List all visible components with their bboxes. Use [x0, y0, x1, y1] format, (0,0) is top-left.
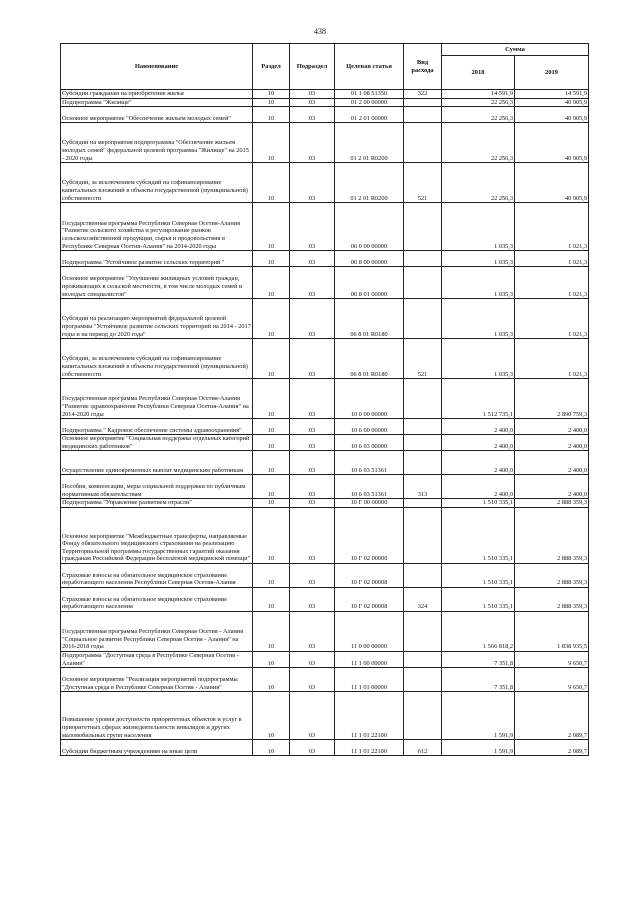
header-subsection: Подраздел: [290, 44, 335, 90]
table-row: [61, 668, 589, 692]
row-subsection: 03: [290, 499, 335, 508]
row-name: Подпрограмма "Жилище": [61, 98, 253, 107]
row-target-article: 06 8 00 00000: [335, 251, 404, 267]
row-target-article: 06 0 00 00000: [335, 203, 404, 251]
row-sum-2019: 9 650,7: [515, 668, 589, 692]
row-subsection: 03: [290, 740, 335, 756]
row-subsection: 03: [290, 507, 335, 563]
row-expense-type: 612: [404, 740, 442, 756]
row-target-article: 11 1 01 22100: [335, 740, 404, 756]
row-expense-type: [404, 107, 442, 123]
row-section: 10: [253, 379, 290, 419]
row-target-article: 10 0 00 00000: [335, 379, 404, 419]
row-sum-2019: 40 905,9: [515, 98, 589, 107]
row-name: Подпрограмма "Управление развитием отрасли": [61, 499, 253, 508]
row-sum-2018: 1 510 335,1: [442, 507, 515, 563]
row-sum-2019: 2 400,0: [515, 419, 589, 435]
row-section: 10: [253, 651, 290, 667]
row-sum-2018: 2 400,0: [442, 475, 515, 499]
row-expense-type: [404, 499, 442, 508]
row-name: Основное мероприятие "Улучшение жилищных условий граждан, проживающих в сельской местности, в том числе молодых семей и молодых специалистов": [61, 267, 253, 299]
row-target-article: 11 1 01 00000: [335, 668, 404, 692]
row-name: Основное мероприятие "Реализация мероприятий подпрограммы "Доступная среда в Республике Северная Осетия - Алания": [61, 668, 253, 692]
row-subsection: 03: [290, 90, 335, 99]
row-subsection: 03: [290, 123, 335, 163]
row-sum-2019: 1 021,3: [515, 267, 589, 299]
row-sum-2019: 2 888 359,3: [515, 507, 589, 563]
header-year-2018: 2018: [442, 56, 515, 90]
row-subsection: 03: [290, 451, 335, 475]
row-name: Субсидии, за исключением субсидий на софинансирование капитальных вложений в объекты государственной (муниципальной) собственности: [61, 163, 253, 203]
row-expense-type: [404, 98, 442, 107]
row-section: 10: [253, 435, 290, 451]
row-section: 10: [253, 123, 290, 163]
row-sum-2018: 1 566 818,2: [442, 611, 515, 651]
row-sum-2019: 1 838 935,5: [515, 611, 589, 651]
row-sum-2019: 1 021,3: [515, 339, 589, 379]
table-row: [61, 107, 589, 123]
row-target-article: 10 6 03 00000: [335, 435, 404, 451]
row-expense-type: [404, 451, 442, 475]
row-sum-2019: 40 905,9: [515, 163, 589, 203]
table-row: [61, 379, 589, 419]
row-target-article: 06 8 01 R0180: [335, 299, 404, 339]
row-expense-type: 521: [404, 339, 442, 379]
row-expense-type: [404, 507, 442, 563]
row-name: Государственная программа Республики Северная Осетия-Алания "Развитие сельского хозяйства и регулирование рынков сельскохозяйственной продукции, сырья и продовольствия в Республике Северная Осетия-Алания" на 2014-2020 годы: [61, 203, 253, 251]
row-section: 10: [253, 451, 290, 475]
row-sum-2018: 1 035,3: [442, 339, 515, 379]
row-subsection: 03: [290, 475, 335, 499]
row-sum-2019: 2 089,7: [515, 740, 589, 756]
table-row: [61, 740, 589, 756]
row-sum-2018: 1 035,3: [442, 251, 515, 267]
row-subsection: 03: [290, 668, 335, 692]
row-section: 10: [253, 98, 290, 107]
row-sum-2019: 2 888 359,3: [515, 587, 589, 611]
row-sum-2019: 40 905,9: [515, 123, 589, 163]
row-target-article: 01 2 01 R0200: [335, 163, 404, 203]
row-sum-2018: 7 351,8: [442, 668, 515, 692]
row-section: 10: [253, 668, 290, 692]
row-subsection: 03: [290, 267, 335, 299]
row-expense-type: [404, 267, 442, 299]
row-section: 10: [253, 251, 290, 267]
row-subsection: 03: [290, 98, 335, 107]
header-expense-type: Вид расхода: [404, 44, 442, 90]
row-sum-2018: 1 035,3: [442, 203, 515, 251]
row-target-article: 10 6 03 51361: [335, 451, 404, 475]
row-sum-2019: 2 400,0: [515, 435, 589, 451]
header-target-article: Целевая статья: [335, 44, 404, 90]
row-target-article: 01 1 08 51350: [335, 90, 404, 99]
table-row: [61, 475, 589, 499]
row-target-article: 10 6 00 00000: [335, 419, 404, 435]
row-subsection: 03: [290, 379, 335, 419]
row-subsection: 03: [290, 107, 335, 123]
row-sum-2018: 22 256,3: [442, 163, 515, 203]
row-sum-2018: 1 591,9: [442, 740, 515, 756]
table-row: [61, 499, 589, 508]
row-sum-2018: 2 400,0: [442, 451, 515, 475]
row-target-article: 01 2 00 00000: [335, 98, 404, 107]
row-sum-2018: 22 256,3: [442, 123, 515, 163]
row-sum-2019: 1 021,3: [515, 251, 589, 267]
table-row: [61, 267, 589, 299]
table-row: [61, 98, 589, 107]
row-expense-type: 324: [404, 587, 442, 611]
row-target-article: 11 1 01 22100: [335, 692, 404, 740]
row-sum-2019: 1 021,3: [515, 299, 589, 339]
row-target-article: 10 Г 02 00000: [335, 507, 404, 563]
row-name: Пособия, компенсации, меры социальной поддержки по публичным нормативным обязательствам: [61, 475, 253, 499]
row-name: Основное мероприятие "Обеспечение жильем молодых семей": [61, 107, 253, 123]
row-sum-2018: 1 512 735,1: [442, 379, 515, 419]
row-section: 10: [253, 107, 290, 123]
row-section: 10: [253, 475, 290, 499]
row-subsection: 03: [290, 299, 335, 339]
row-section: 10: [253, 587, 290, 611]
header-section: Раздел: [253, 44, 290, 90]
table-row: [61, 611, 589, 651]
table-row: [61, 419, 589, 435]
row-section: 10: [253, 611, 290, 651]
table-row: [61, 451, 589, 475]
table-row: [61, 203, 589, 251]
row-target-article: 11 1 00 00000: [335, 651, 404, 667]
row-sum-2018: 1 035,3: [442, 299, 515, 339]
row-expense-type: 322: [404, 90, 442, 99]
row-subsection: 03: [290, 251, 335, 267]
row-sum-2019: 2 089,7: [515, 692, 589, 740]
row-sum-2019: 9 650,7: [515, 651, 589, 667]
row-sum-2019: 2 888 359,3: [515, 563, 589, 587]
row-sum-2019: 1 021,3: [515, 203, 589, 251]
row-sum-2018: 1 510 335,1: [442, 587, 515, 611]
row-name: Подпрограмма "Доступная среда в Республике Северная Осетия - Алания": [61, 651, 253, 667]
row-sum-2018: 1 035,3: [442, 267, 515, 299]
table-row: [61, 651, 589, 667]
header-year-2019: 2019: [515, 56, 589, 90]
row-section: 10: [253, 339, 290, 379]
row-subsection: 03: [290, 651, 335, 667]
row-name: Субсидии гражданам на приобретение жилья: [61, 90, 253, 99]
row-name: Субсидии на мероприятия подпрограммы "Обеспечение жильем молодых семей" федеральной целевой программы "Жилище" на 2015 - 2020 годы: [61, 123, 253, 163]
row-name: Подпрограмма "Устойчивое развитие сельских территорий ": [61, 251, 253, 267]
table-row: [61, 563, 589, 587]
row-sum-2019: 2 888 359,3: [515, 499, 589, 508]
row-expense-type: [404, 651, 442, 667]
row-sum-2019: 2 400,0: [515, 451, 589, 475]
table-row: [61, 251, 589, 267]
row-expense-type: [404, 123, 442, 163]
row-target-article: 10 6 03 51361: [335, 475, 404, 499]
table-row: [61, 507, 589, 563]
row-sum-2019: 40 905,9: [515, 107, 589, 123]
row-expense-type: [404, 251, 442, 267]
row-subsection: 03: [290, 203, 335, 251]
row-subsection: 03: [290, 435, 335, 451]
row-sum-2018: 2 400,0: [442, 419, 515, 435]
row-name: Субсидии, за исключением субсидий на софинансирование капитальных вложений в объекты государственной (муниципальной) собственности: [61, 339, 253, 379]
row-name: Основное мероприятие "Социальная поддержка отдельных категорий медицинских работников": [61, 435, 253, 451]
row-sum-2018: 22 256,3: [442, 98, 515, 107]
row-name: Основное мероприятие "Межбюджетные трансферты, направляемые Фонду обязательного медицинского страхования на реализацию Территориальной программы государственных гарантий оказания гражданам Российской Федерации бесплатной медицинской помощи": [61, 507, 253, 563]
row-section: 10: [253, 740, 290, 756]
table-row: [61, 90, 589, 99]
budget-table: [60, 43, 589, 756]
table-row: [61, 587, 589, 611]
row-name: Страховые взносы на обязательное медицинское страхование неработающего населения Республики Северная Осетия-Алания: [61, 563, 253, 587]
row-sum-2018: 1 591,9: [442, 692, 515, 740]
row-subsection: 03: [290, 611, 335, 651]
row-section: 10: [253, 90, 290, 99]
row-name: Страховые взносы на обязательное медицинское страхование неработающего населения: [61, 587, 253, 611]
table-row: [61, 299, 589, 339]
row-sum-2018: 14 591,9: [442, 90, 515, 99]
row-section: 10: [253, 499, 290, 508]
row-expense-type: [404, 299, 442, 339]
page-number: 438: [314, 27, 326, 36]
row-target-article: 11 0 00 00000: [335, 611, 404, 651]
row-target-article: 10 Г 00 00000: [335, 499, 404, 508]
header-sum: Сумма: [442, 44, 589, 56]
row-subsection: 03: [290, 563, 335, 587]
row-section: 10: [253, 563, 290, 587]
row-section: 10: [253, 267, 290, 299]
table-row: [61, 339, 589, 379]
row-expense-type: [404, 419, 442, 435]
row-name: Государственная программа Республики Северная Осетия - Алания "Социальное развитие Республики Северная Осетия - Алания" на 2016-2018 годы: [61, 611, 253, 651]
row-target-article: 01 2 01 00000: [335, 107, 404, 123]
row-subsection: 03: [290, 419, 335, 435]
row-target-article: 06 8 01 00000: [335, 267, 404, 299]
row-sum-2018: 7 351,8: [442, 651, 515, 667]
row-section: 10: [253, 692, 290, 740]
row-subsection: 03: [290, 339, 335, 379]
table-row: [61, 123, 589, 163]
table-row: [61, 435, 589, 451]
row-name: Осуществление единовременных выплат медицинским работникам: [61, 451, 253, 475]
row-sum-2019: 14 591,9: [515, 90, 589, 99]
row-subsection: 03: [290, 163, 335, 203]
row-name: Субсидии на реализацию мероприятий федеральной целевой программы "Устойчивое развитие сельских территорий на 2014 - 2017 годы и на период до 2020 года": [61, 299, 253, 339]
row-name: Подпрограмма " Кадровое обеспечение системы здравоохранения": [61, 419, 253, 435]
row-name: Государственная программа Республики Северная Осетия-Алания "Развитие здравоохранения Республики Северная Осетия-Алания" на 2014-2020 годы: [61, 379, 253, 419]
row-sum-2018: 1 510 335,1: [442, 499, 515, 508]
row-section: 10: [253, 299, 290, 339]
row-section: 10: [253, 163, 290, 203]
row-target-article: 10 Г 02 00008: [335, 587, 404, 611]
row-section: 10: [253, 507, 290, 563]
row-name: Субсидии бюджетным учреждениям на иные цели: [61, 740, 253, 756]
row-expense-type: [404, 611, 442, 651]
row-expense-type: 313: [404, 475, 442, 499]
row-sum-2019: 2 400,0: [515, 475, 589, 499]
row-section: 10: [253, 419, 290, 435]
row-expense-type: [404, 435, 442, 451]
row-expense-type: [404, 692, 442, 740]
row-expense-type: [404, 668, 442, 692]
row-expense-type: [404, 203, 442, 251]
row-subsection: 03: [290, 587, 335, 611]
table-body: [61, 90, 589, 756]
row-expense-type: [404, 379, 442, 419]
row-sum-2018: 2 400,0: [442, 435, 515, 451]
table-row: [61, 163, 589, 203]
row-section: 10: [253, 203, 290, 251]
row-sum-2018: 1 510 335,1: [442, 563, 515, 587]
row-name: Повышение уровня доступности приоритетных объектов и услуг в приоритетных сферах жизнедеятельности инвалидов и других маломобильных групп населения: [61, 692, 253, 740]
row-target-article: 01 2 01 R0200: [335, 123, 404, 163]
row-subsection: 03: [290, 692, 335, 740]
row-target-article: 06 8 01 R0180: [335, 339, 404, 379]
table-row: [61, 692, 589, 740]
row-sum-2019: 2 890 759,3: [515, 379, 589, 419]
row-target-article: 10 Г 02 00008: [335, 563, 404, 587]
row-expense-type: [404, 563, 442, 587]
row-sum-2018: 22 256,3: [442, 107, 515, 123]
header-name: Наименование: [61, 44, 253, 90]
row-expense-type: 521: [404, 163, 442, 203]
